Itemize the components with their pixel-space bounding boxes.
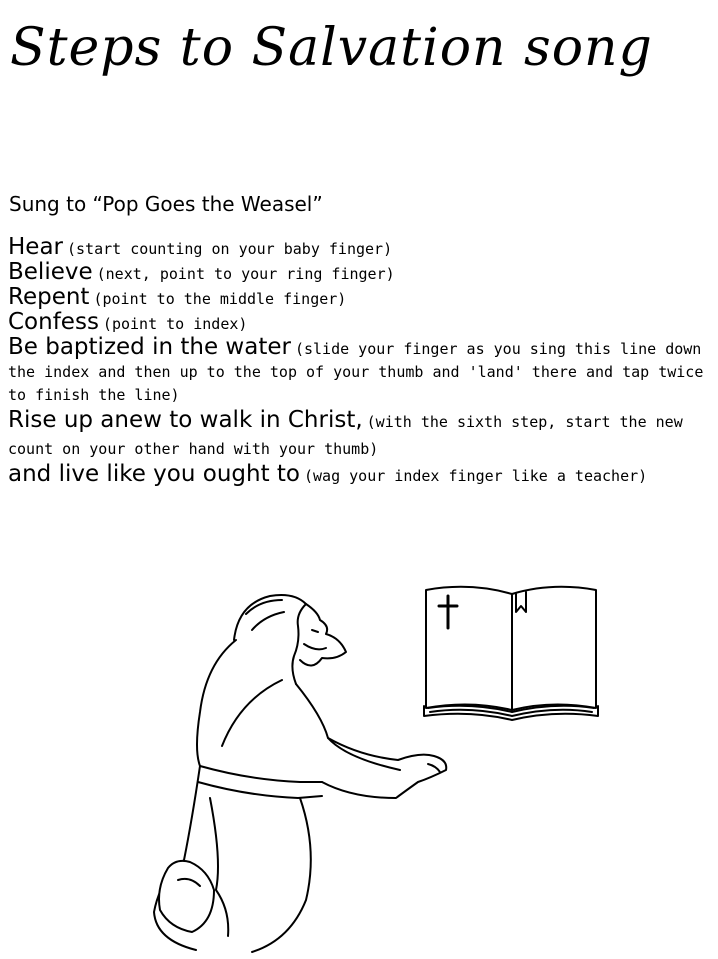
step-rise-up bbox=[8, 407, 708, 463]
step-baptized bbox=[8, 336, 708, 407]
praying-man-icon bbox=[154, 595, 446, 952]
step-hear bbox=[8, 236, 708, 261]
step-word: Believe bbox=[8, 259, 93, 285]
step-note: (wag your index finger like a teacher) bbox=[304, 467, 648, 485]
step-note: (start counting on your baby finger) bbox=[67, 240, 393, 258]
step-note: (next, point to your ring finger) bbox=[96, 265, 395, 283]
step-note: (slide your finger as you sing this line down the index and then up to the top of your thumb and 'land' there and tap twice to finish the line) bbox=[8, 340, 704, 404]
steps-list bbox=[8, 236, 708, 488]
step-note: (point to the middle finger) bbox=[93, 290, 347, 308]
step-word: Rise up anew to walk in Christ, bbox=[8, 407, 363, 433]
step-confess bbox=[8, 311, 708, 336]
step-repent bbox=[8, 286, 708, 311]
page-title: Steps to Salvation song bbox=[10, 18, 653, 78]
song-tune: Sung to “Pop Goes the Weasel” bbox=[9, 192, 323, 216]
step-word: Repent bbox=[8, 284, 90, 310]
step-word: Hear bbox=[8, 234, 63, 260]
step-note: (with the sixth step, start the new count on your other hand with your thumb) bbox=[8, 413, 683, 458]
open-bible-icon bbox=[424, 587, 598, 720]
step-believe bbox=[8, 261, 708, 286]
illustration bbox=[0, 560, 718, 959]
step-note: (point to index) bbox=[102, 315, 248, 333]
step-word: Be baptized in the water bbox=[8, 334, 291, 360]
step-live bbox=[8, 463, 708, 488]
step-word: Confess bbox=[8, 309, 99, 335]
step-word: and live like you ought to bbox=[8, 461, 300, 487]
